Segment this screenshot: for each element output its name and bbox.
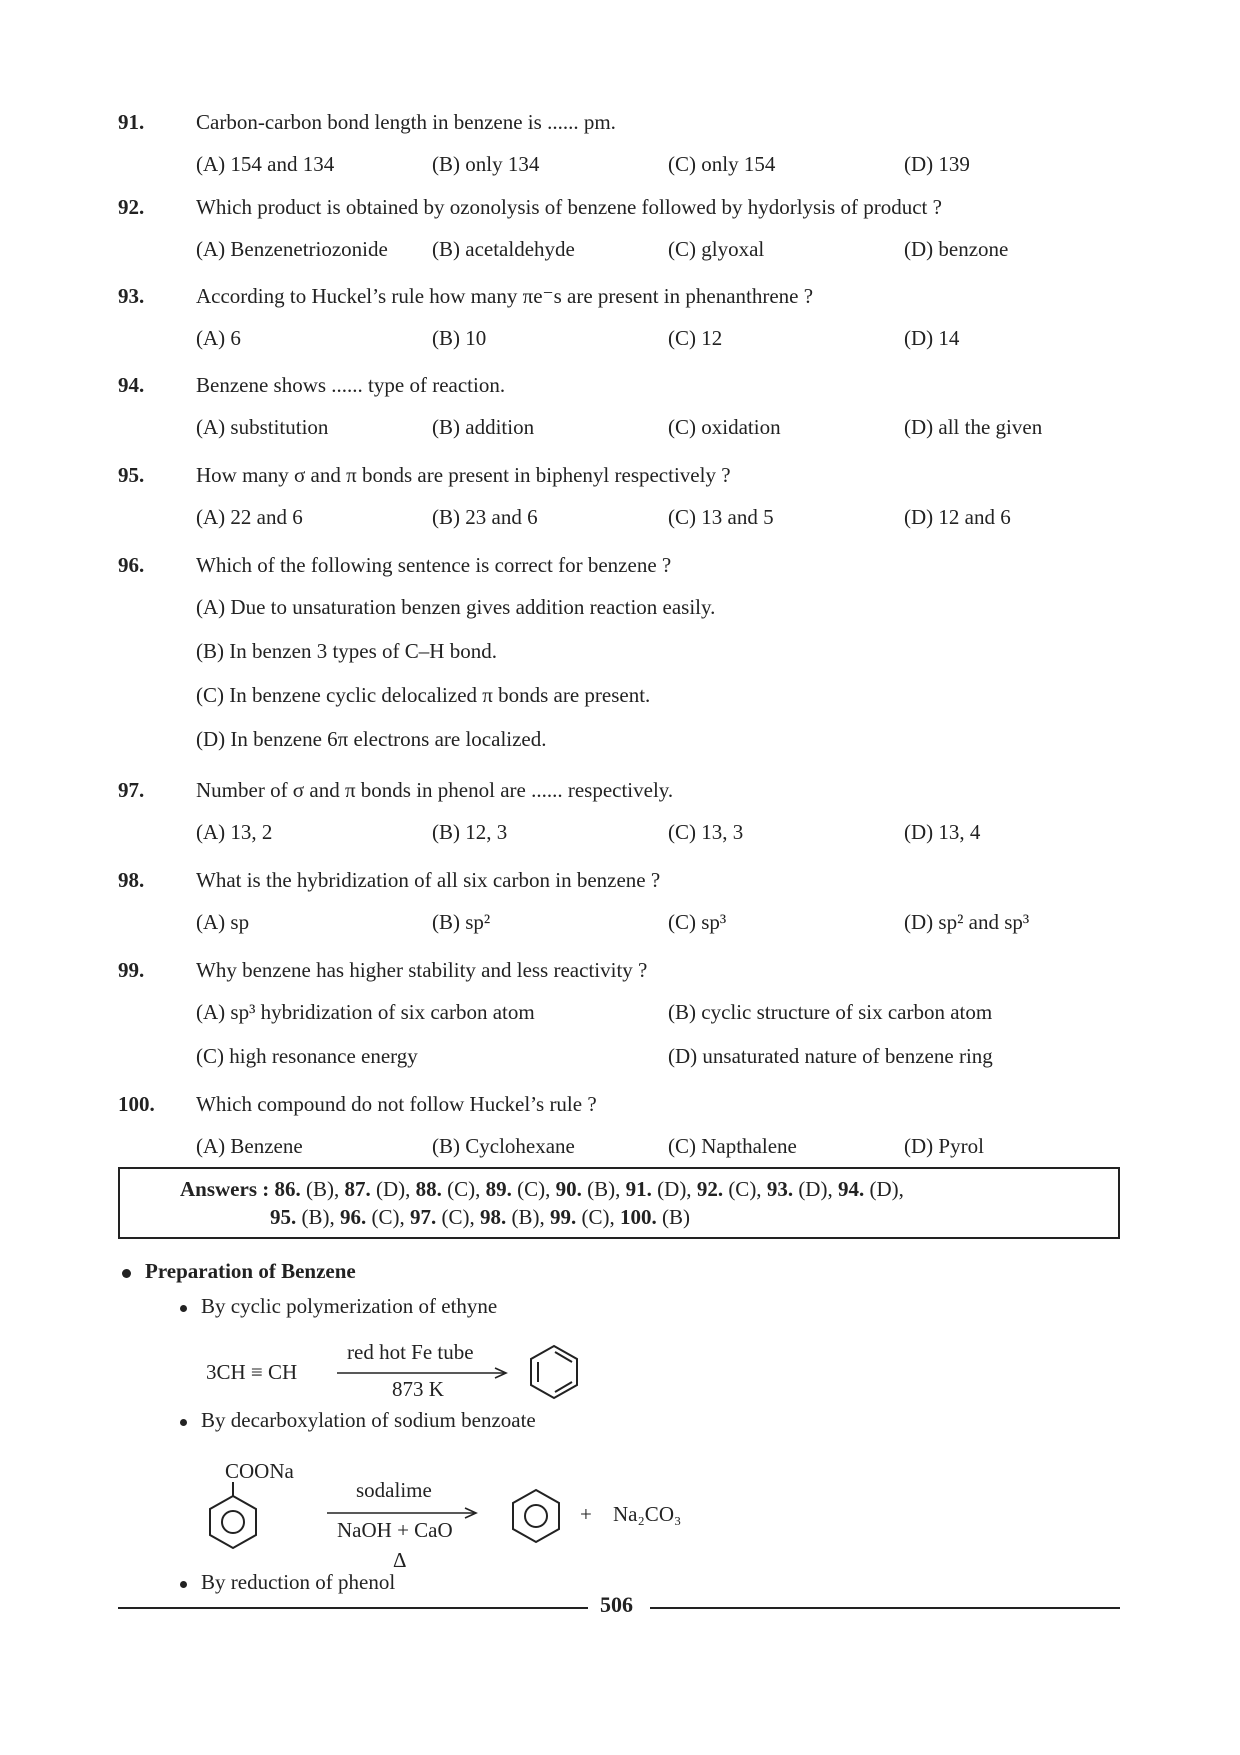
answer-num: 91.: [625, 1177, 652, 1201]
option-d: (D) 13, 4: [904, 820, 981, 844]
rxn2-condition-above: sodalime: [356, 1478, 432, 1502]
option-a: (A) 22 and 6: [196, 505, 303, 529]
answer-num: 92.: [696, 1177, 724, 1201]
option-a: (A) sp: [196, 910, 250, 934]
question-text: According to Huckel’s rule how many πe⁻s are present in phenanthrene ?: [196, 284, 814, 308]
method-text: By decarboxylation of sodium benzoate: [201, 1408, 536, 1432]
answer-num: 95.: [270, 1205, 297, 1229]
rxn2-condition-below: NaOH + CaO: [337, 1518, 453, 1542]
option-b: (B) 10: [432, 326, 487, 350]
footer-rule-left: [118, 1607, 588, 1609]
option-c: (C) 13 and 5: [668, 505, 774, 529]
question-100: [118, 1084, 1078, 1168]
option-c: (C) only 154: [668, 152, 776, 176]
rxn2-substituent: COONa: [225, 1459, 294, 1483]
page-number: 506: [600, 1592, 633, 1617]
option-d: (D) Pyrol: [904, 1134, 984, 1158]
option-a: (A) 6: [196, 326, 241, 350]
answer-num: 87.: [344, 1177, 371, 1201]
option-d: (D) 12 and 6: [904, 505, 1011, 529]
answers-line-1: [180, 1175, 1118, 1203]
answers-box: [118, 1167, 1120, 1239]
method-2: [180, 1408, 536, 1433]
option-d: (D) unsaturated nature of benzene ring: [668, 1044, 993, 1068]
answer-num: 88.: [415, 1177, 442, 1201]
answers-line-2: [180, 1203, 1118, 1231]
answer-num: 86.: [274, 1177, 301, 1201]
option-c: (C) 12: [668, 326, 723, 350]
answer-num: 94.: [837, 1177, 865, 1201]
answer-value: (C),: [371, 1205, 405, 1229]
option-b: (B) addition: [432, 415, 535, 439]
option-a: (A) substitution: [196, 415, 329, 439]
option-a: (A) Benzene: [196, 1134, 303, 1158]
answers-label: Answers :: [180, 1177, 270, 1201]
question-95: [118, 455, 1078, 539]
answer-num: 100.: [620, 1205, 657, 1229]
answer-num: 97.: [410, 1205, 437, 1229]
option-b: (B) In benzen 3 types of C–H bond.: [196, 639, 497, 663]
option-b: (B) only 134: [432, 152, 540, 176]
answer-value: (B),: [306, 1177, 340, 1201]
answer-value: (C),: [517, 1177, 551, 1201]
question-number: 99.: [118, 958, 145, 982]
option-d: (D) all the given: [904, 415, 1043, 439]
question-number: 91.: [118, 110, 145, 134]
answer-num: 90.: [555, 1177, 582, 1201]
question-number: 94.: [118, 373, 145, 397]
answer-num: 99.: [550, 1205, 577, 1229]
question-number: 93.: [118, 284, 145, 308]
sodium-benzoate-icon: [205, 1482, 261, 1554]
answer-num: 98.: [480, 1205, 507, 1229]
footer-rule-right: [650, 1607, 1120, 1609]
option-d: (D) benzone: [904, 237, 1009, 261]
section-title-text: Preparation of Benzene: [145, 1259, 356, 1283]
option-a: (A) Due to unsaturation benzen gives addition reaction easily.: [196, 595, 716, 619]
question-96: [118, 545, 1078, 761]
answer-value: (B): [662, 1205, 690, 1229]
option-d: (D) 14: [904, 326, 960, 350]
rxn2-plus: +: [580, 1502, 592, 1526]
question-text: Which compound do not follow Huckel’s rule ?: [196, 1092, 597, 1116]
option-a: (A) 154 and 134: [196, 152, 335, 176]
option-a: (A) Benzenetriozonide: [196, 237, 388, 261]
option-c: (C) Napthalene: [668, 1134, 797, 1158]
answer-value: (C),: [441, 1205, 475, 1229]
option-c: (C) glyoxal: [668, 237, 765, 261]
question-number: 100.: [118, 1092, 155, 1116]
option-b: (B) 12, 3: [432, 820, 508, 844]
option-b: (B) sp²: [432, 910, 491, 934]
question-text: Benzene shows ...... type of reaction.: [196, 373, 506, 397]
bullet-icon: [122, 1269, 131, 1278]
benzene-ring-icon: [508, 1486, 564, 1546]
question-number: 96.: [118, 553, 145, 577]
answer-num: 89.: [485, 1177, 512, 1201]
answer-value: (B),: [301, 1205, 335, 1229]
option-c: (C) oxidation: [668, 415, 781, 439]
benzene-ring-icon: [526, 1342, 582, 1402]
method-1: [180, 1294, 497, 1319]
question-92: [118, 187, 1078, 271]
answer-value: (D),: [376, 1177, 411, 1201]
rxn2-delta: Δ: [393, 1548, 407, 1572]
question-text: How many σ and π bonds are present in biphenyl respectively ?: [196, 463, 731, 487]
question-99: [118, 950, 1078, 1078]
bullet-icon: [180, 1305, 187, 1312]
question-text: Which of the following sentence is correct for benzene ?: [196, 553, 672, 577]
question-number: 92.: [118, 195, 145, 219]
question-number: 97.: [118, 778, 145, 802]
option-c: (C) high resonance energy: [196, 1044, 418, 1068]
option-c: (C) sp³: [668, 910, 727, 934]
question-text: What is the hybridization of all six carbon in benzene ?: [196, 868, 661, 892]
answer-num: 96.: [340, 1205, 367, 1229]
question-97: [118, 770, 1078, 854]
option-a: (A) sp³ hybridization of six carbon atom: [196, 1000, 535, 1024]
question-93: [118, 276, 1078, 360]
rxn1-condition-below: 873 K: [392, 1377, 444, 1401]
rxn1-condition-above: red hot Fe tube: [347, 1340, 474, 1364]
answer-value: (C),: [447, 1177, 481, 1201]
bullet-icon: [180, 1419, 187, 1426]
question-text: Carbon-carbon bond length in benzene is ...... pm.: [196, 110, 616, 134]
option-c: (C) In benzene cyclic delocalized π bonds are present.: [196, 683, 651, 707]
option-b: (B) cyclic structure of six carbon atom: [668, 1000, 993, 1024]
rxn1-reactant: 3CH ≡ CH: [206, 1360, 298, 1384]
option-b: (B) 23 and 6: [432, 505, 538, 529]
question-text: Why benzene has higher stability and less reactivity ?: [196, 958, 648, 982]
method-text: By cyclic polymerization of ethyne: [201, 1294, 498, 1318]
reaction-arrow-icon: [335, 1365, 510, 1381]
question-text: Number of σ and π bonds in phenol are ...... respectively.: [196, 778, 674, 802]
option-b: (B) acetaldehyde: [432, 237, 575, 261]
option-a: (A) 13, 2: [196, 820, 273, 844]
section-title: [122, 1259, 356, 1284]
answer-value: (D),: [657, 1177, 692, 1201]
rxn2-product2: Na₂CO₃: [613, 1502, 682, 1526]
option-d: (D) In benzene 6π electrons are localized.: [196, 727, 547, 751]
answer-num: 93.: [766, 1177, 794, 1201]
question-number: 95.: [118, 463, 145, 487]
option-d: (D) sp² and sp³: [904, 910, 1030, 934]
answer-value: (B),: [587, 1177, 621, 1201]
question-91: [118, 102, 1078, 186]
answer-value: (B),: [511, 1205, 545, 1229]
method-text: By reduction of phenol: [201, 1570, 396, 1594]
option-b: (B) Cyclohexane: [432, 1134, 575, 1158]
method-3: [180, 1570, 395, 1595]
answer-value: (C),: [728, 1177, 762, 1201]
question-text: Which product is obtained by ozonolysis of benzene followed by hydorlysis of product ?: [196, 195, 942, 219]
answer-value: (D),: [798, 1177, 833, 1201]
answer-value: (D),: [869, 1177, 904, 1201]
question-94: [118, 365, 1078, 449]
option-c: (C) 13, 3: [668, 820, 744, 844]
question-number: 98.: [118, 868, 145, 892]
question-98: [118, 860, 1078, 944]
answer-value: (C),: [581, 1205, 615, 1229]
option-d: (D) 139: [904, 152, 970, 176]
bullet-icon: [180, 1581, 187, 1588]
